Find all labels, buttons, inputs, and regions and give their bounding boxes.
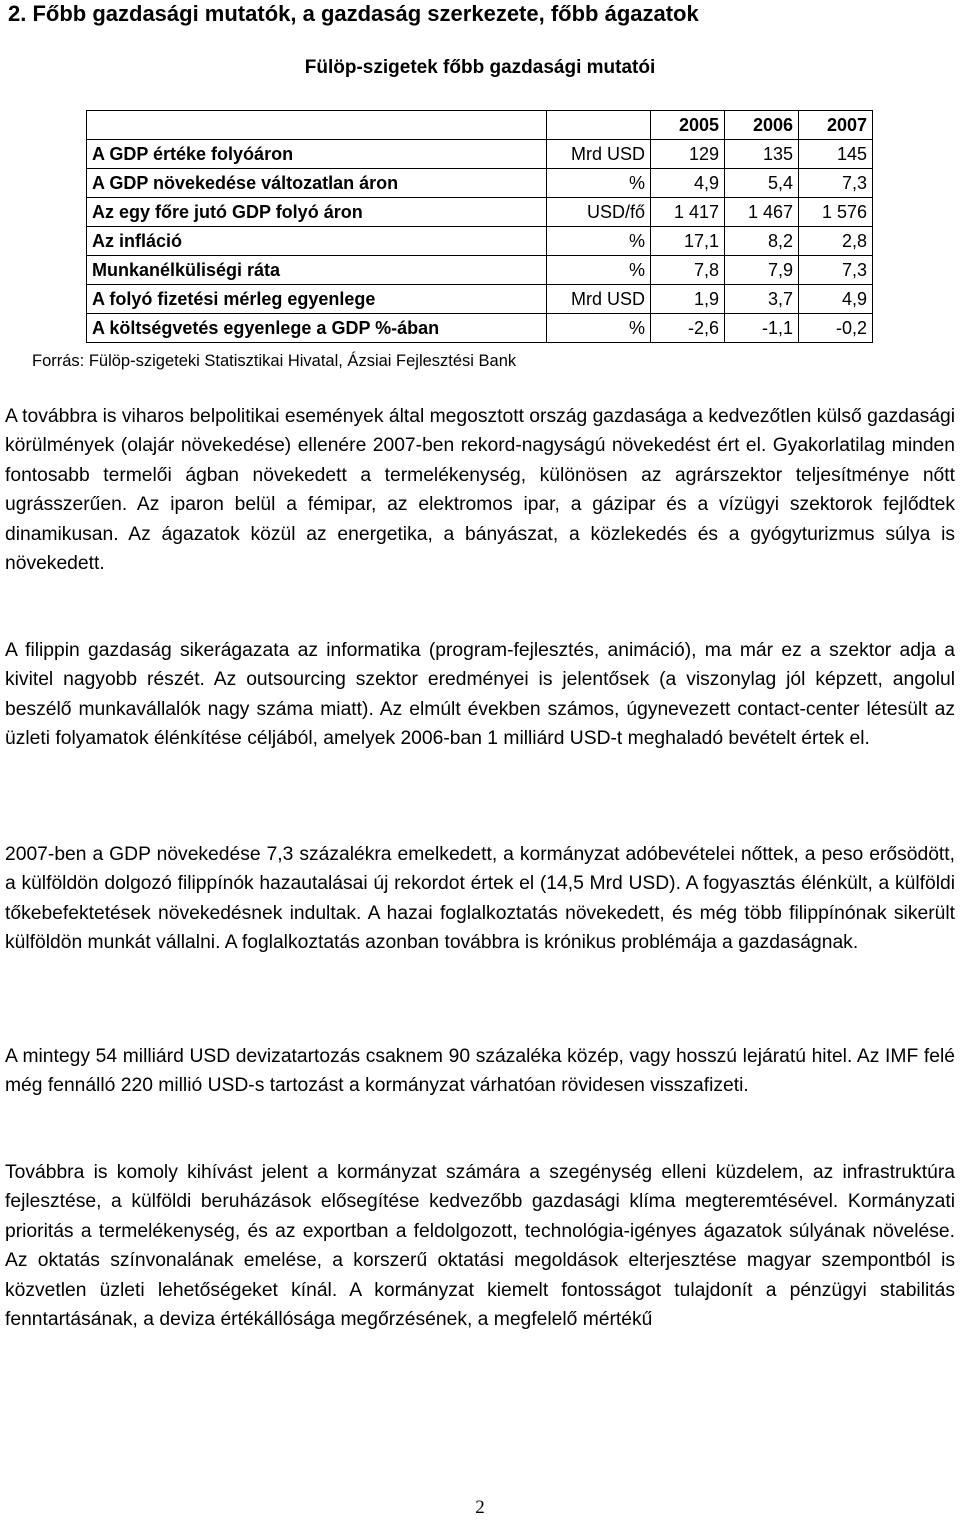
row-unit: % — [547, 256, 651, 285]
cell-value: -1,1 — [725, 314, 799, 343]
cell-value: -0,2 — [799, 314, 873, 343]
table-row — [87, 169, 873, 198]
cell-value: 7,3 — [799, 256, 873, 285]
row-label: A folyó fizetési mérleg egyenlege — [87, 285, 547, 314]
body-paragraph: A továbbra is viharos belpolitikai események által megosztott ország gazdasága a kedvezőtlen külső gazdasági körülmények (olajár növekedése) ellenére 2007-ben rekord-nagyságú növekedést ért el. Gyakorlatilag minden fontosabb termelői ágban növekedett a termelékenység, különösen az agrárszektor teljesítménye nőtt ugrásszerűen. Az iparon belül a fémipar, az elektromos ipar, a gázipar és a vízügyi szektorok fejlődtek dinamikusan. Az ágazatok közül az energetika, a bányászat, a közlekedés és a gyógyturizmus súlya is növekedett. — [5, 406, 955, 575]
cell-value: 1 467 — [725, 198, 799, 227]
table-row — [87, 198, 873, 227]
cell-value: 3,7 — [725, 285, 799, 314]
cell-value: 7,9 — [725, 256, 799, 285]
table-title: Fülöp-szigetek főbb gazdasági mutatói — [304, 57, 656, 78]
body-paragraph: A mintegy 54 milliárd USD devizatartozás csaknem 90 százaléka közép, vagy hosszú lejáratú hitel. Az IMF felé még fennálló 220 millió USD-s tartozást a kormányzat várhatóan rövidesen visszafizeti. — [5, 1046, 955, 1097]
header-empty-cell — [87, 111, 547, 140]
row-unit: USD/fő — [547, 198, 651, 227]
header-unit-cell — [547, 111, 651, 140]
cell-value: 145 — [799, 140, 873, 169]
cell-value: 1 576 — [799, 198, 873, 227]
cell-value: 4,9 — [799, 285, 873, 314]
row-unit: % — [547, 314, 651, 343]
cell-value: 4,9 — [651, 169, 725, 198]
cell-value: -2,6 — [651, 314, 725, 343]
table-row — [87, 227, 873, 256]
cell-value: 8,2 — [725, 227, 799, 256]
cell-value: 7,3 — [799, 169, 873, 198]
table-row — [87, 256, 873, 285]
table-source-note: Forrás: Fülöp-szigeteki Statisztikai Hivatal, Ázsiai Fejlesztési Bank — [32, 352, 517, 370]
row-label: Az infláció — [87, 227, 547, 256]
cell-value: 1,9 — [651, 285, 725, 314]
row-unit: Mrd USD — [547, 140, 651, 169]
table-header-row — [87, 111, 873, 140]
body-paragraph: 2007-ben a GDP növekedése 7,3 százalékra emelkedett, a kormányzat adóbevételei nőttek, a peso erősödött, a külföldön dolgozó filippínók hazautalásai új rekordot értek el (14,5 Mrd USD). A fogyasztás élénkült, a külföldi tőkebefektetések növekedésnek indultak. A hazai foglalkoztatás növekedett, és még több filippínónak sikerült külföldön munkát vállalni. A foglalkoztatás azonban továbbra is krónikus problémája a gazdaságnak. — [5, 844, 955, 954]
year-header: 2005 — [651, 111, 725, 140]
row-unit: % — [547, 169, 651, 198]
cell-value: 7,8 — [651, 256, 725, 285]
cell-value: 2,8 — [799, 227, 873, 256]
row-unit: % — [547, 227, 651, 256]
cell-value: 135 — [725, 140, 799, 169]
cell-value: 129 — [651, 140, 725, 169]
cell-value: 5,4 — [725, 169, 799, 198]
table-row — [87, 314, 873, 343]
row-label: A GDP értéke folyóáron — [87, 140, 547, 169]
year-header: 2006 — [725, 111, 799, 140]
body-paragraph: Továbbra is komoly kihívást jelent a kormányzat számára a szegénység elleni küzdelem, az infrastruktúra fejlesztése, a külföldi beruházások elősegítése kedvezőbb gazdasági klíma megteremtésével. Kormányzati prioritás a termelékenység, és az exportban a feldolgozott, technológia-igényes ágazatok súlyának növelése. Az oktatás színvonalának emelése, a korszerű oktatási megoldások elterjesztése magyar szempontból is közvetlen üzleti lehetőségeket kínál. A kormányzat kiemelt fontosságot tulajdonít a pénzügyi stabilitás fenntartásának, a deviza értékállósága megőrzésének, a megfelelő mértékű — [5, 1162, 955, 1331]
table-row — [87, 140, 873, 169]
row-label: A GDP növekedése változatlan áron — [87, 169, 547, 198]
row-label: Munkanélküliségi ráta — [87, 256, 547, 285]
economic-indicators-table — [86, 110, 873, 343]
section-heading: 2. Főbb gazdasági mutatók, a gazdaság szerkezete, főbb ágazatok — [8, 1, 699, 26]
cell-value: 1 417 — [651, 198, 725, 227]
body-paragraph: A filippin gazdaság sikerágazata az informatika (program-fejlesztés, animáció), ma már ez a szektor adja a kivitel nagyobb részét. Az outsourcing szektor eredményei is jelentősek (a viszonylag jól képzett, angolul beszélő munkavállalók nagy száma miatt). Az elmúlt években számos, úgynevezett contact-center létesült az üzleti folyamatok élénkítése céljából, amelyek 2006-ban 1 milliárd USD-t meghaladó bevételt értek el. — [5, 640, 955, 750]
row-label: A költségvetés egyenlege a GDP %-ában — [87, 314, 547, 343]
cell-value: 17,1 — [651, 227, 725, 256]
year-header: 2007 — [799, 111, 873, 140]
row-label: Az egy főre jutó GDP folyó áron — [87, 198, 547, 227]
page-number: 2 — [475, 1497, 485, 1518]
table-row — [87, 285, 873, 314]
row-unit: Mrd USD — [547, 285, 651, 314]
